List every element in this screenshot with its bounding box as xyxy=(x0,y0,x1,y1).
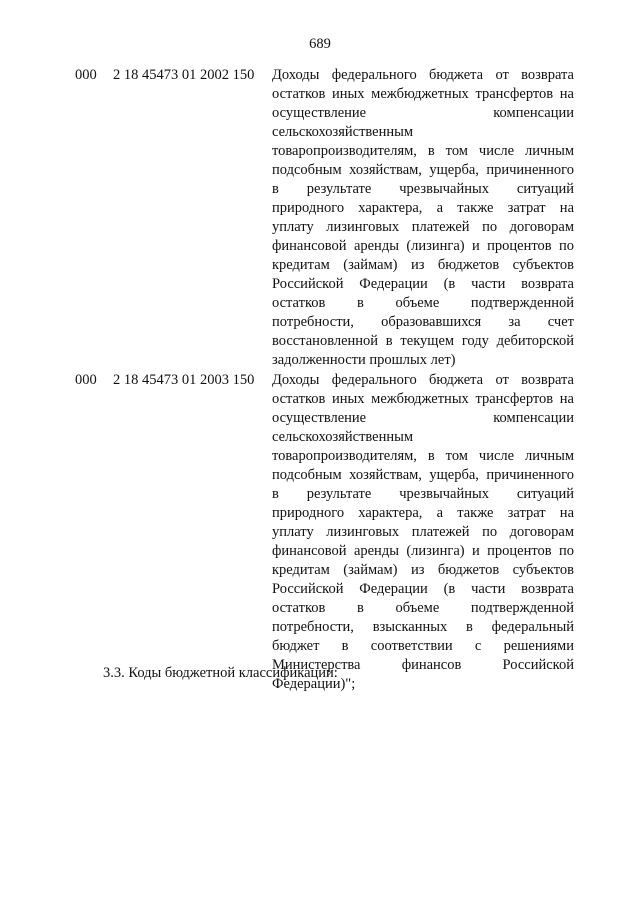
description-line: Министерства финансов Российской xyxy=(272,657,574,673)
admin-code: 000 xyxy=(75,67,97,83)
page-number: 689 xyxy=(309,36,331,52)
entry-description xyxy=(272,371,574,694)
description-line: остатков иных межбюджетных трансфертов на xyxy=(272,391,574,407)
classification-entries xyxy=(75,66,575,695)
description-line: финансовой аренды (лизинга) и процентов по xyxy=(272,238,574,254)
section-heading: 3.3. Коды бюджетной классификации: xyxy=(103,665,338,681)
description-line: уплату лизинговых платежей по договорам xyxy=(272,219,574,235)
description-line: сельскохозяйственным xyxy=(272,124,414,140)
description-line: бюджет в соответствии с решениями xyxy=(272,638,574,654)
description-line: осуществление компенсации xyxy=(272,410,574,426)
description-line: осуществление компенсации xyxy=(272,105,574,121)
description-line: природного характера, а также затрат на xyxy=(272,200,574,216)
classification-code: 2 18 45473 01 2002 150 xyxy=(113,67,255,83)
description-line: сельскохозяйственным xyxy=(272,429,414,445)
entry-description xyxy=(272,66,574,370)
description-line: в результате чрезвычайных ситуаций xyxy=(272,486,574,502)
description-line: потребности, взысканных в федеральный xyxy=(272,619,574,635)
classification-code: 2 18 45473 01 2003 150 xyxy=(113,372,255,388)
description-line: подсобным хозяйствам, ущерба, причиненного xyxy=(272,162,574,178)
description-line: остатков в объеме подтвержденной xyxy=(272,600,574,616)
description-line: Доходы федерального бюджета от возврата xyxy=(272,372,574,388)
description-line: финансовой аренды (лизинга) и процентов по xyxy=(272,543,574,559)
description-line: задолженности прошлых лет) xyxy=(272,352,456,368)
description-line: кредитам (займам) из бюджетов субъектов xyxy=(272,257,574,273)
description-line: кредитам (займам) из бюджетов субъектов xyxy=(272,562,574,578)
description-line: остатков иных межбюджетных трансфертов на xyxy=(272,86,574,102)
description-line: товаропроизводителям, в том числе личным xyxy=(272,448,574,464)
description-line: Федерации)"; xyxy=(272,676,356,692)
description-line: в результате чрезвычайных ситуаций xyxy=(272,181,574,197)
description-line: остатков в объеме подтвержденной xyxy=(272,295,574,311)
description-line: Доходы федерального бюджета от возврата xyxy=(272,67,574,83)
description-line: Российской Федерации (в части возврата xyxy=(272,276,574,292)
description-line: уплату лизинговых платежей по договорам xyxy=(272,524,574,540)
classification-entry-2 xyxy=(75,371,575,694)
description-line: Российской Федерации (в части возврата xyxy=(272,581,574,597)
classification-entry-1 xyxy=(75,66,575,370)
admin-code: 000 xyxy=(75,372,97,388)
description-line: природного характера, а также затрат на xyxy=(272,505,574,521)
description-line: подсобным хозяйствам, ущерба, причиненного xyxy=(272,467,574,483)
description-line: потребности, образовавшихся за счет xyxy=(272,314,574,330)
description-line: восстановленной в текущем году дебиторской xyxy=(272,333,574,349)
description-line: товаропроизводителям, в том числе личным xyxy=(272,143,574,159)
